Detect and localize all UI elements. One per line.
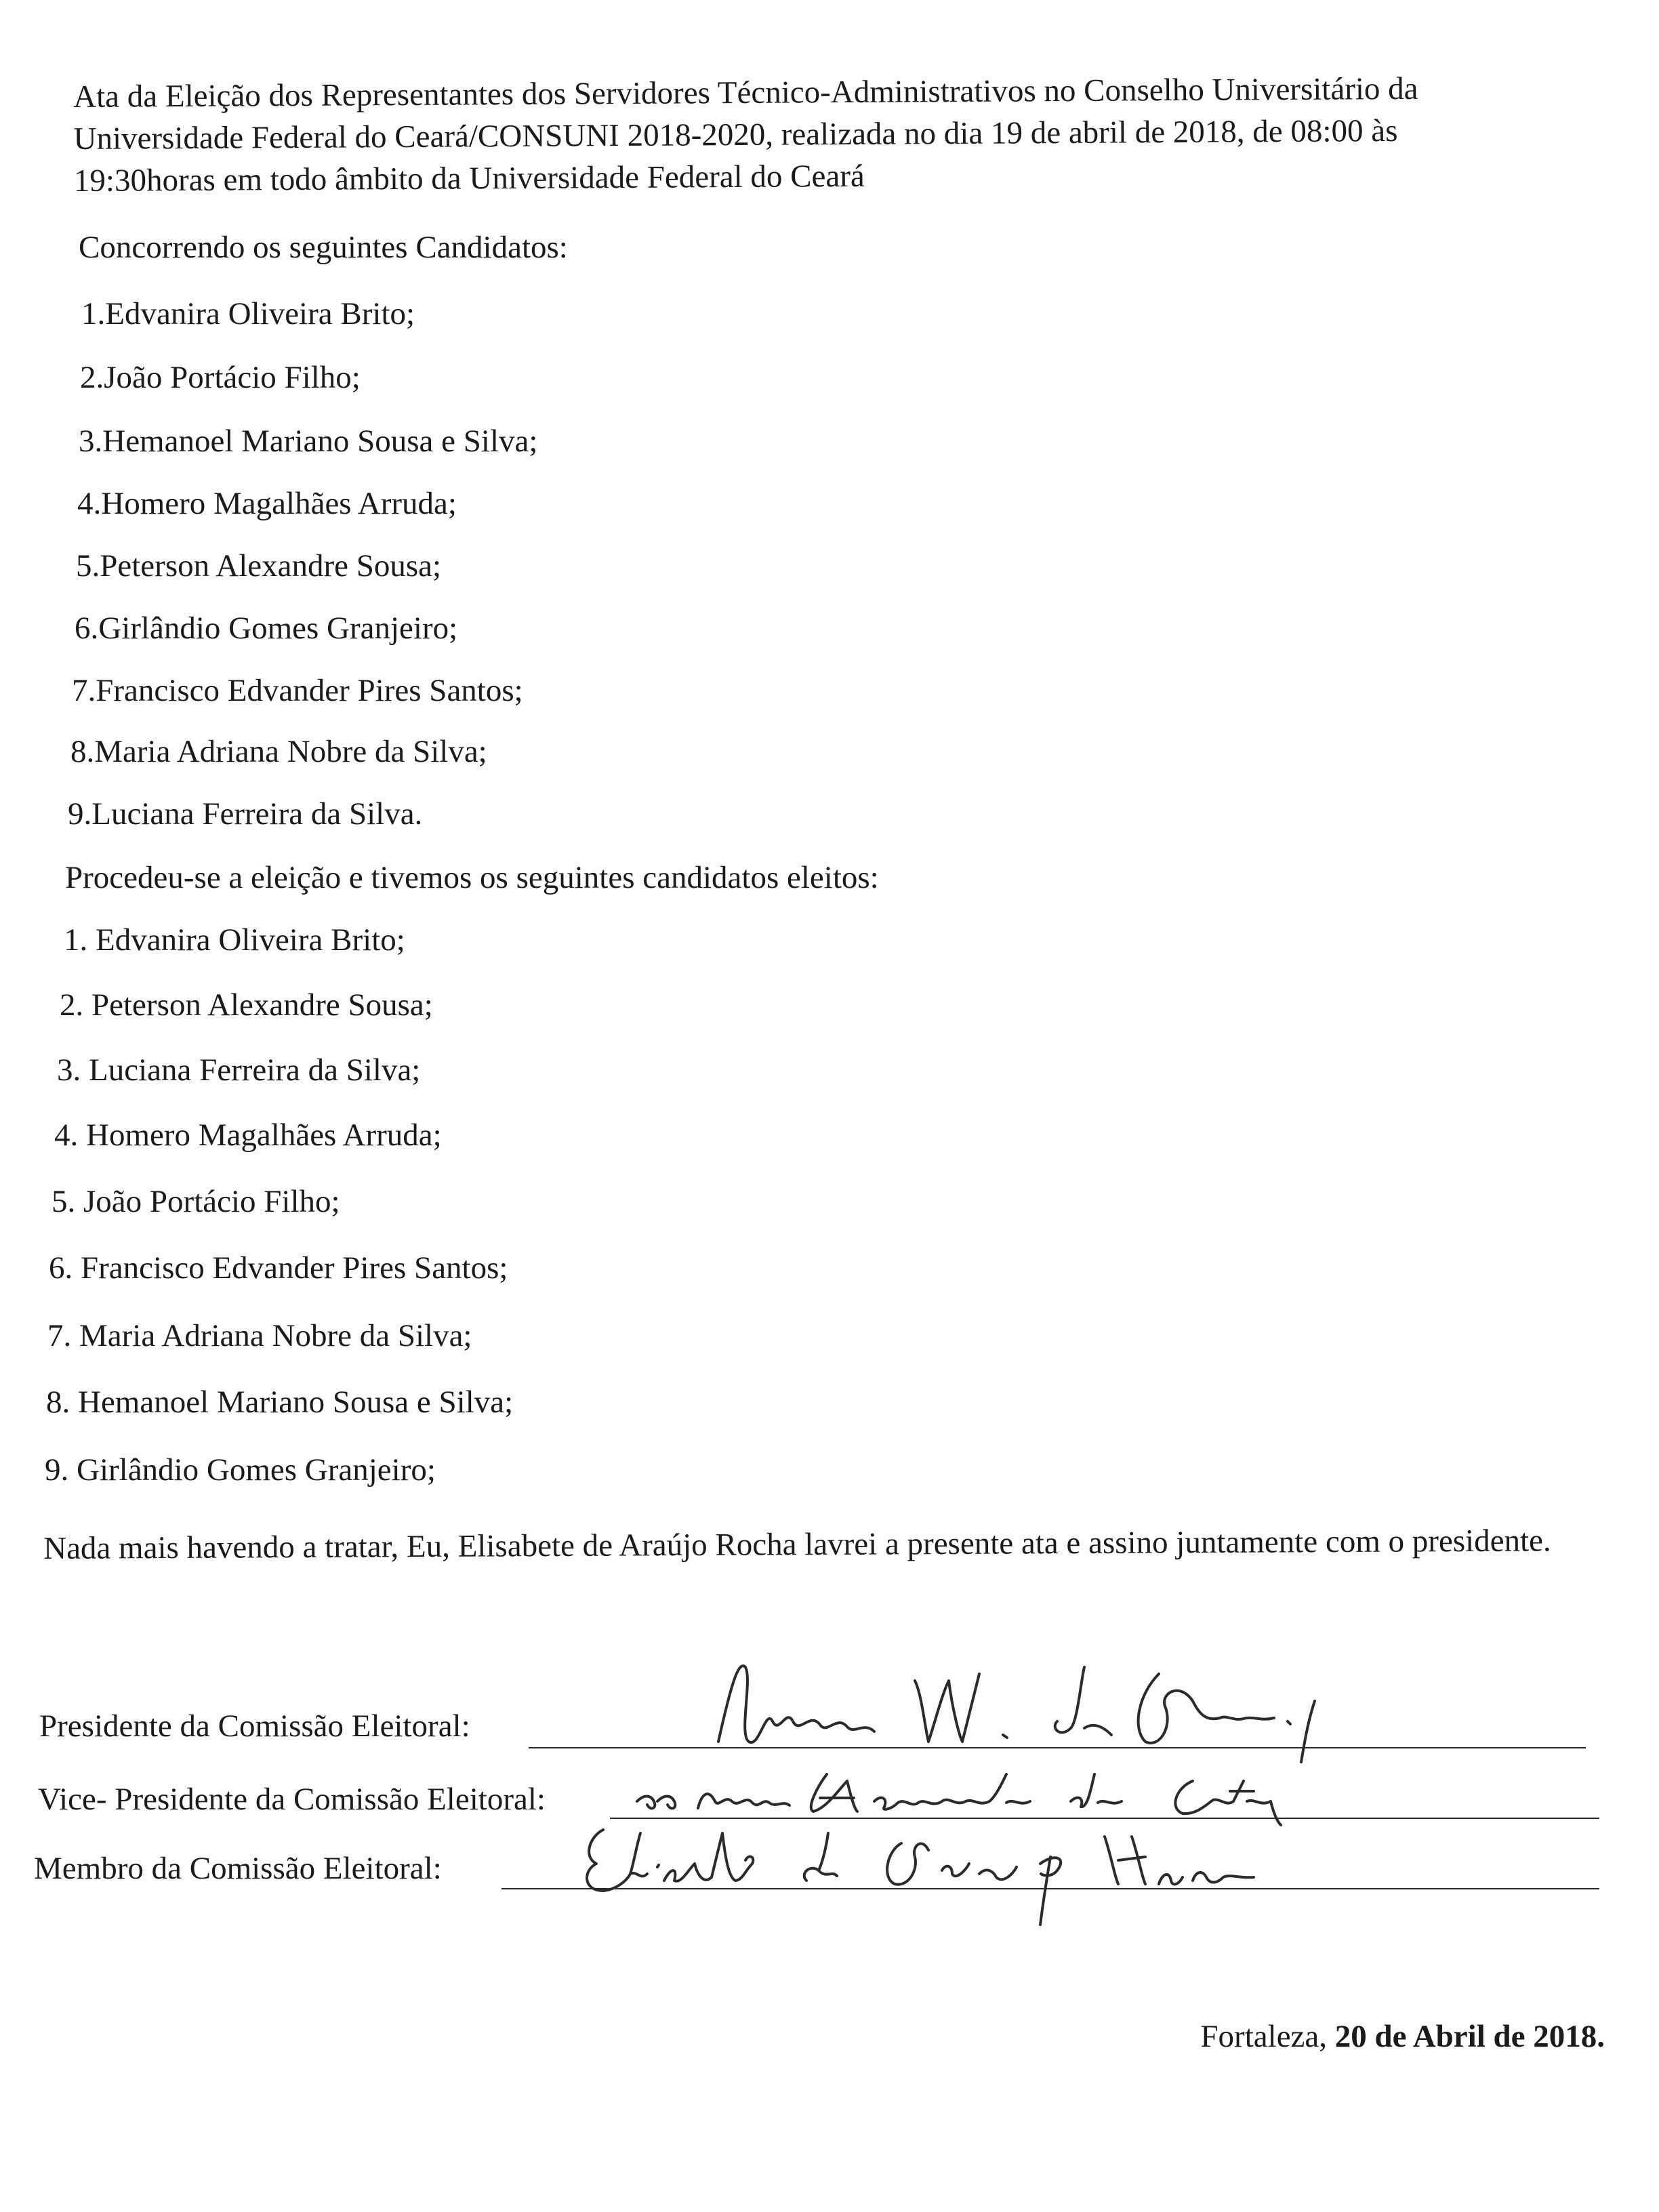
member-signature [562,1816,1362,1931]
elected-item-3: 3. Luciana Ferreira da Silva; [57,1052,421,1088]
elected-item-6: 6. Francisco Edvander Pires Santos; [49,1250,508,1286]
elected-item-2: 2. Peterson Alexandre Sousa; [60,987,433,1023]
candidate-item-3: 3.Hemanoel Mariano Sousa e Silva; [79,424,538,459]
elected-item-8: 8. Hemanoel Mariano Sousa e Silva; [46,1385,514,1420]
date-line [1200,2018,1605,2055]
candidate-item-6: 6.Girlândio Gomes Granjeiro; [75,611,458,646]
document-title: Ata da Eleição dos Representantes dos Servidores Técnico-Administrativos no Conselho Universitário da Universidade Federal do Ceará/CONSUNI 2018-2020, realizada no dia 19 de abril de 2018, de 08:00 às 19:30horas em todo âmbito da Universidade Federal do Ceará [73,70,1418,199]
member-label: Membro da Comissão Eleitoral: [34,1851,442,1886]
president-label: Presidente da Comissão Eleitoral: [39,1708,470,1744]
elected-item-1: 1. Edvanira Oliveira Brito; [64,922,405,958]
elected-item-5: 5. João Portácio Filho; [52,1184,340,1219]
closing-paragraph: Nada mais havendo a tratar, Eu, Elisabete de Araújo Rocha lavrei a presente ata e assino juntamente com o presidente. [43,1523,1551,1566]
candidate-item-2: 2.João Portácio Filho; [80,360,361,395]
date-city: Fortaleza, [1200,2019,1335,2054]
president-signature [691,1654,1342,1769]
candidates-intro: Concorrendo os seguintes Candidatos: [79,230,568,265]
elected-item-4: 4. Homero Magalhães Arruda; [54,1118,442,1153]
elected-item-9: 9. Girlândio Gomes Granjeiro; [45,1452,436,1488]
candidate-item-4: 4.Homero Magalhães Arruda; [77,486,457,521]
candidate-item-9: 9.Luciana Ferreira da Silva. [68,796,423,832]
vice-president-label: Vice- Presidente da Comissão Eleitoral: [38,1782,546,1817]
date-value: 20 de Abril de 2018. [1334,2019,1605,2054]
elected-item-7: 7. Maria Adriana Nobre da Silva; [47,1318,472,1353]
candidate-item-7: 7.Francisco Edvander Pires Santos; [72,673,523,708]
elected-intro: Procedeu-se a eleição e tivemos os seguintes candidatos eleitos: [65,860,879,895]
candidate-item-8: 8.Maria Adriana Nobre da Silva; [70,734,487,769]
candidate-item-5: 5.Peterson Alexandre Sousa; [76,548,442,583]
candidate-item-1: 1.Edvanira Oliveira Brito; [81,296,415,331]
